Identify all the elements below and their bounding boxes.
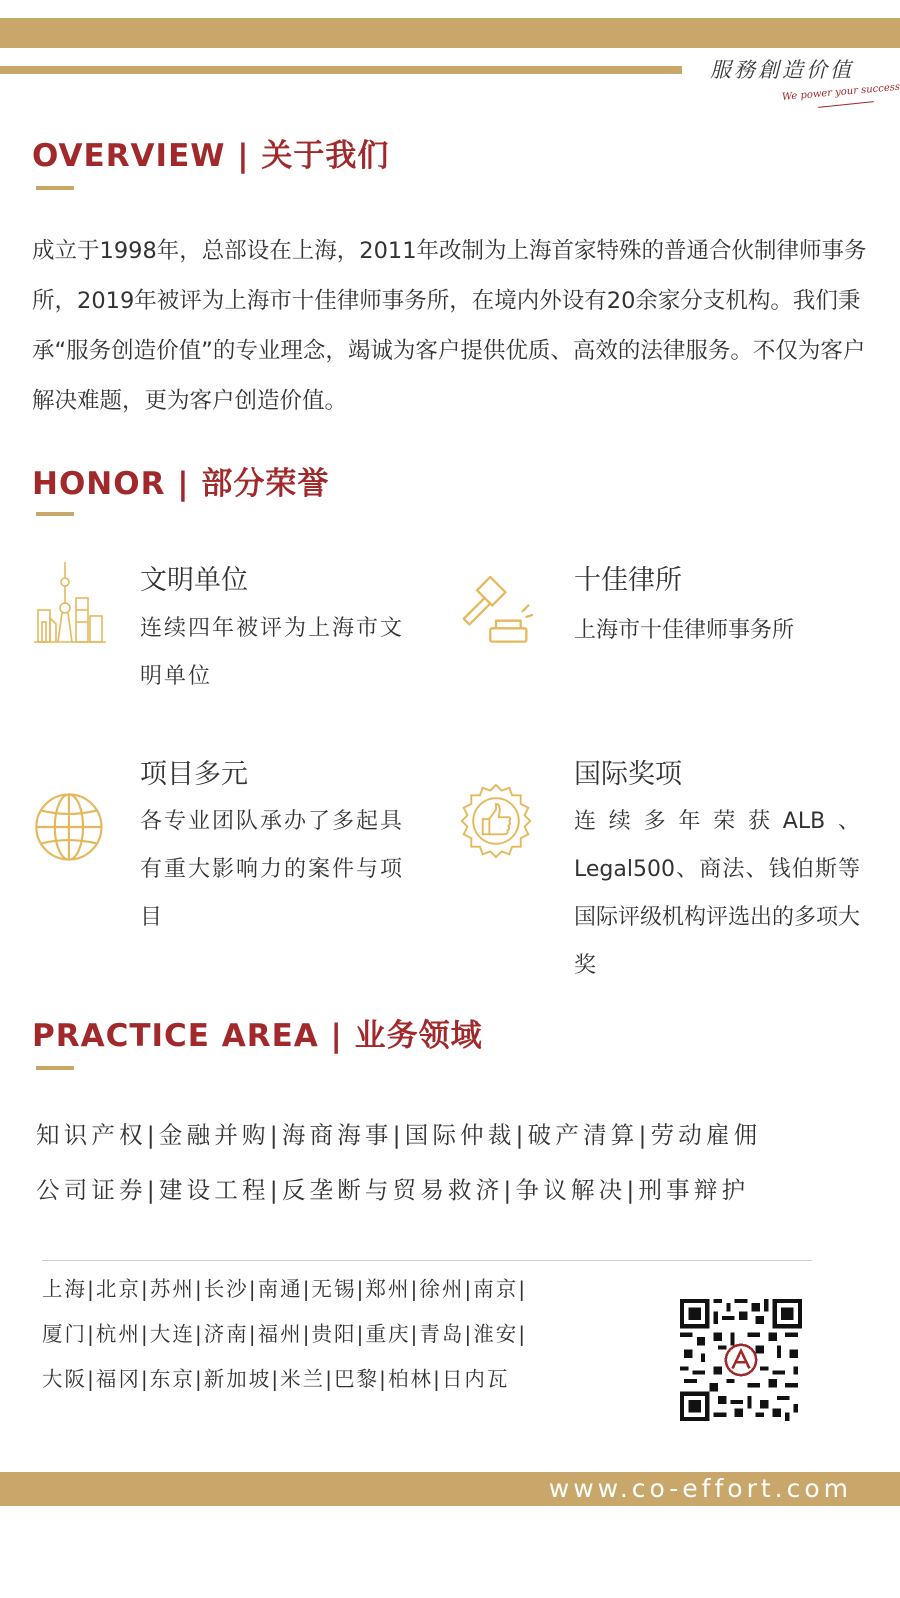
top-gold-line [0,66,682,74]
office-row-3: 大阪|福冈|东京|新加坡|米兰|巴黎|柏林|日内瓦 [42,1367,510,1391]
overview-paragraph: 成立于1998年，总部设在上海，2011年改制为上海首家特殊的普通合伙制律师事务所，2019年被评为上海市十佳律师事务所，在境内外设有20余家分支机构。我们秉承“服务创造价值”的专业理念，竭诚为客户提供优质、高效的法律服务。不仅为客户解决难题，更为客户创造价值。 [32,238,867,414]
honor-item-1-desc: 连续四年被评为上海市文明单位 [140,616,405,689]
practice-title: PRACTICE AREA | 业务领域 [32,1018,483,1054]
qr-code-icon [680,1299,802,1421]
honor-item-3-title: 项目多元 [140,759,248,790]
overview-title: OVERVIEW | 关于我们 [32,138,390,174]
thumbs-up-badge-icon [458,776,534,866]
slogan-english: We power your success [781,81,900,103]
office-row-2: 厦门|杭州|大连|济南|福州|贵阳|重庆|青岛|淮安| [42,1322,528,1346]
slogan-chinese: 服務創造价值 [710,58,854,82]
top-gold-bar [0,18,900,48]
gavel-icon [458,570,534,660]
section-divider [42,1260,812,1261]
practice-row-2: 公司证券|建设工程|反垄断与贸易救济|争议解决|刑事辩护 [36,1176,750,1204]
website-link[interactable]: www.co-effort.com [548,1474,852,1503]
office-row-1: 上海|北京|苏州|长沙|南通|无锡|郑州|徐州|南京| [42,1277,528,1301]
city-skyline-icon [32,558,108,648]
overview-title-mark [36,186,74,190]
practice-row-1: 知识产权|金融并购|海商海事|国际仲裁|破产清算|劳动雇佣 [36,1121,762,1149]
honor-title: HONOR | 部分荣誉 [32,466,330,502]
honor-item-2-title: 十佳律所 [574,565,682,596]
globe-icon [32,782,108,872]
honor-item-2-desc: 上海市十佳律师事务所 [574,618,795,643]
honor-item-1-title: 文明单位 [140,565,248,596]
slogan-underline [818,101,874,108]
honor-title-mark [36,512,74,516]
honor-item-4-title: 国际奖项 [574,759,682,790]
practice-title-mark [36,1066,74,1070]
honor-item-4-desc: 连续多年荣获ALB、Legal500、商法、钱伯斯等国际评级机构评选出的多项大奖 [574,809,861,978]
honor-item-3-desc: 各专业团队承办了多起具有重大影响力的案件与项目 [140,809,405,930]
